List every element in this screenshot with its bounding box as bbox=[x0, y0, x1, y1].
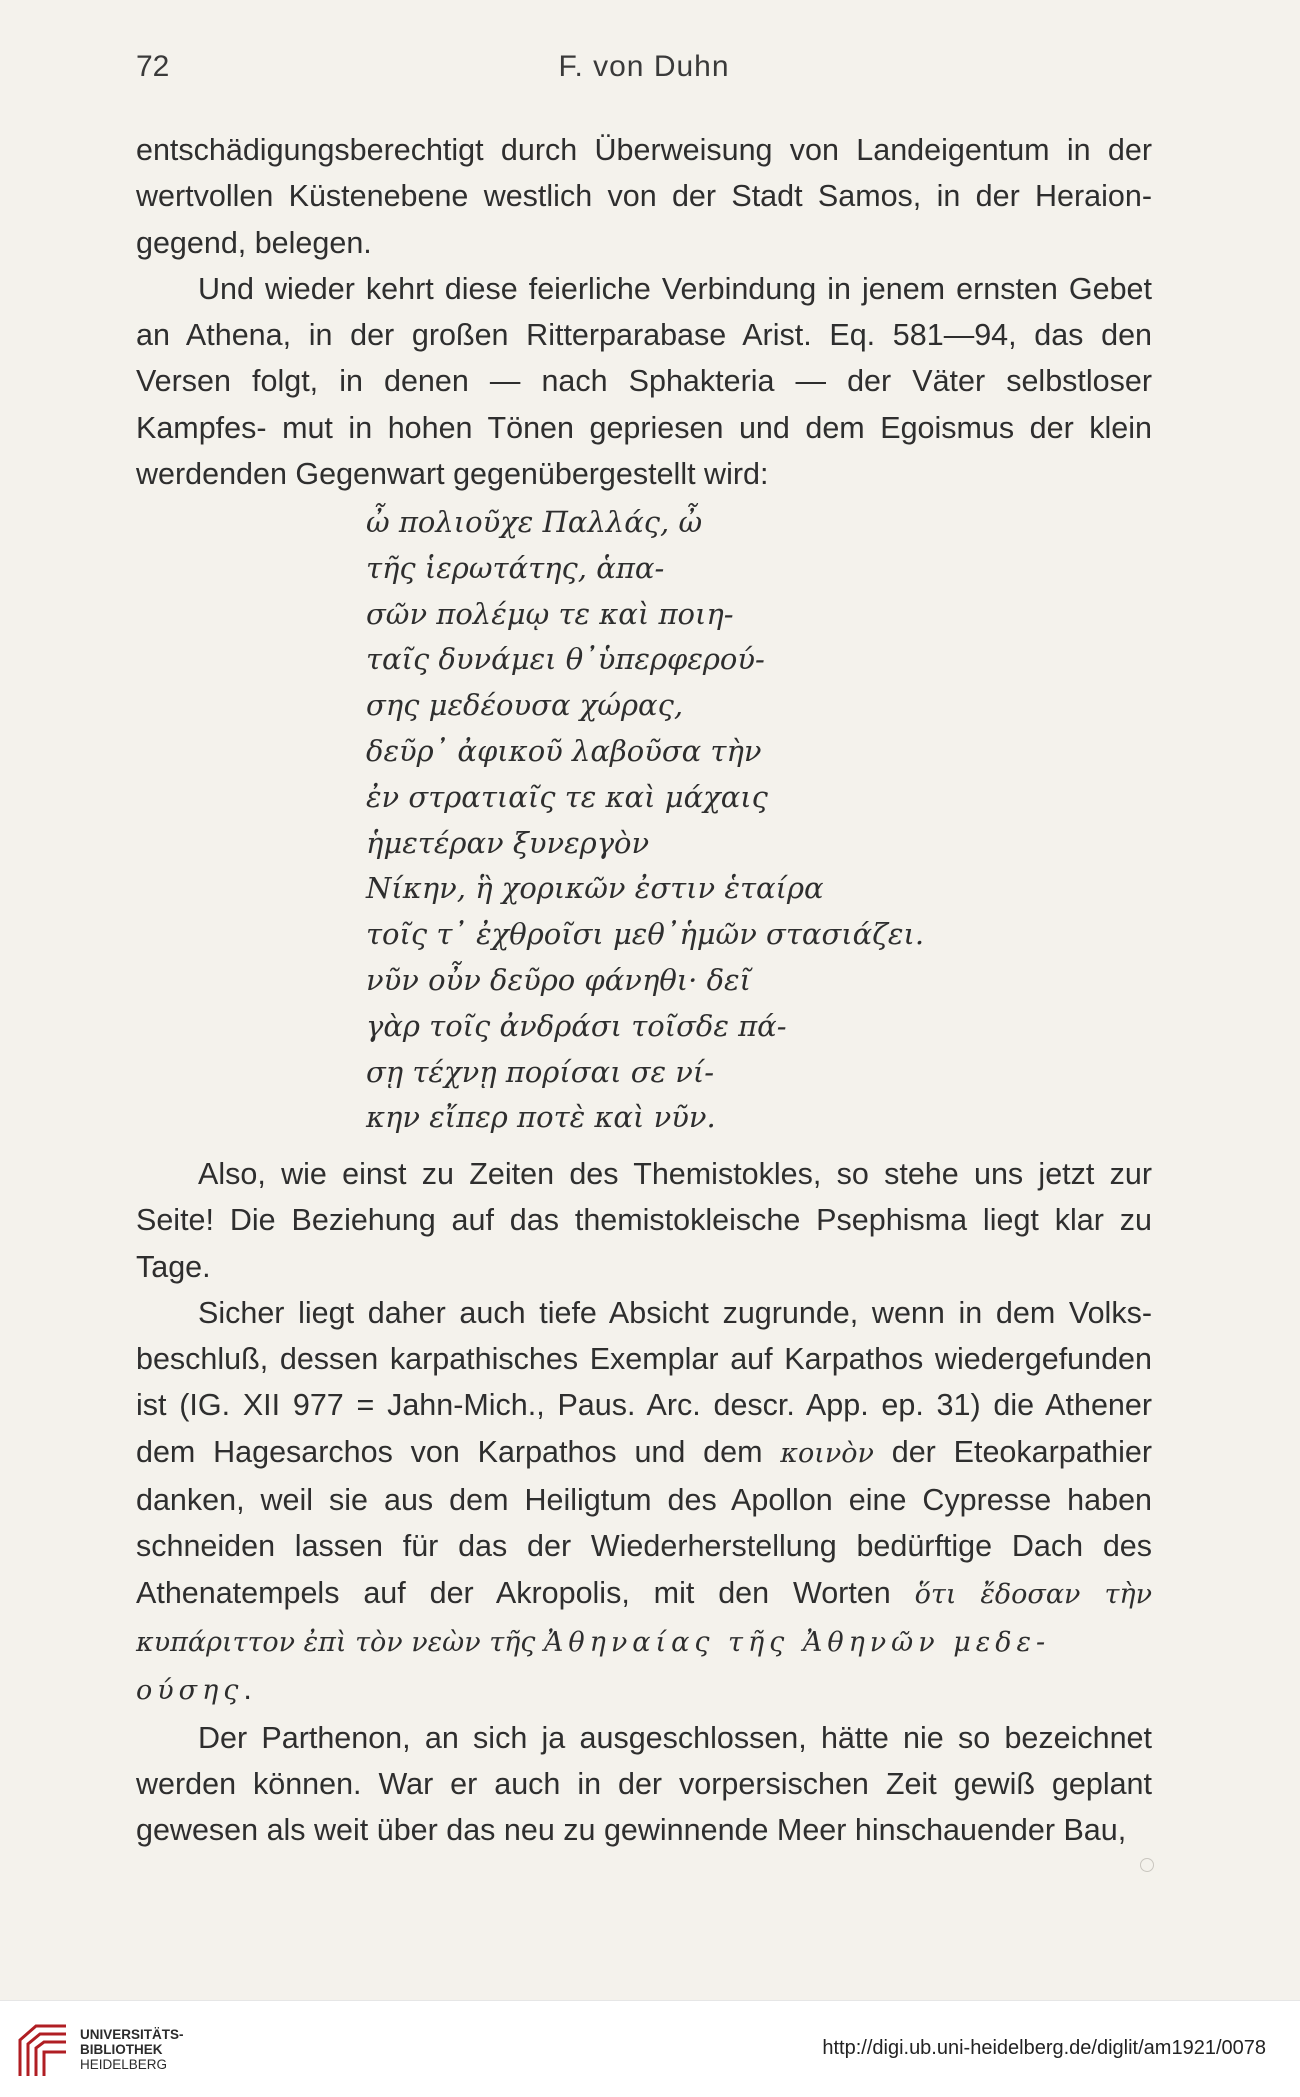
paragraph-3 bbox=[136, 1151, 1152, 1290]
library-logo-icon bbox=[14, 2018, 72, 2078]
text-line: schneiden lassen für das der Wiederherstellung bedürftige Dach des bbox=[136, 1529, 1152, 1564]
verse-line bbox=[366, 637, 986, 683]
verse-line-text: δεῦρ᾽ ἀφικοῦ λαβοῦσα τὴν bbox=[366, 733, 762, 768]
paragraph-2 bbox=[136, 266, 1152, 497]
library-name-line: HEIDELBERG bbox=[80, 2057, 168, 2072]
text-line: ist (IG. XII 977 = Jahn-Mich., Paus. Arc. descr. App. ep. 31) die Athener bbox=[136, 1388, 1152, 1423]
greek-verse-quotation bbox=[366, 500, 986, 1141]
text-line: Und wieder kehrt diese feierliche Verbindung in jenem ernsten Gebet bbox=[198, 271, 1152, 306]
verse-line-text: ὦ πολιοῦχε Παλλάς, ὦ bbox=[366, 505, 703, 539]
library-name bbox=[80, 2027, 184, 2072]
text-line: wertvollen Küstenebene westlich von der Stadt Samos, in der Heraion- bbox=[136, 179, 1152, 214]
greek-word: κοινὸν bbox=[780, 1437, 874, 1469]
verse-line bbox=[366, 729, 986, 775]
text-line: gewesen als weit über das neu zu gewinnende Meer hinschauender Bau, bbox=[136, 1813, 1127, 1848]
text-line: dem Hagesarchos von Karpathos und dem bbox=[136, 1434, 763, 1469]
verse-line bbox=[366, 775, 986, 821]
text-line: mut in hohen Tönen gepriesen und dem Egoismus der klein werdenden bbox=[136, 410, 1152, 492]
paragraph-5 bbox=[136, 1715, 1152, 1854]
verse-line-text: ταῖς δυνάμει θ᾽ὑπερφερού- bbox=[366, 642, 765, 677]
text-line: werden können. War er auch in der vorpersischen Zeit gewiß geplant bbox=[136, 1766, 1152, 1801]
verse-line-text: τῆς ἱερωτάτης, ἁπα- bbox=[366, 550, 665, 585]
verse-line-text: ἡμετέραν ξυνεργὸν bbox=[366, 825, 650, 860]
text-line: Versen folgt, in denen — nach Sphakteria — der Väter selbstloser Kampfes- bbox=[136, 364, 1152, 445]
page-number: 72 bbox=[136, 50, 170, 83]
verse-line-text: γὰρ τοῖς ἀνδράσι τοῖσδε πά- bbox=[366, 1008, 787, 1043]
verse-line-text: κην εἴπερ ποτὲ καὶ νῦν. bbox=[366, 1100, 716, 1135]
verse-line bbox=[366, 500, 986, 546]
greek-quotation: ὅτι ἔδοσαν τὴν bbox=[914, 1578, 1152, 1610]
running-header bbox=[136, 50, 1152, 94]
verse-line bbox=[366, 683, 986, 729]
verse-line-text: νῦν οὖν δεῦρο φάνηθι· δεῖ bbox=[366, 962, 751, 997]
running-title: F. von Duhn bbox=[558, 50, 730, 83]
verse-line-text: σης μεδέουσα χώρας, bbox=[366, 688, 684, 723]
verse-line bbox=[366, 546, 986, 592]
punctuation: . bbox=[243, 1672, 252, 1707]
text-line: Athenatempels auf der Akropolis, mit den Worten bbox=[136, 1575, 891, 1610]
verse-line bbox=[366, 958, 986, 1004]
verse-line-text: σῶν πολέμῳ τε καὶ ποιη- bbox=[366, 596, 734, 631]
text-line: Der Parthenon, an sich ja ausgeschlossen, hätte nie so bezeichnet bbox=[198, 1720, 1152, 1755]
verse-line-text: τοῖς τ᾽ ἐχθροῖσι μεθ᾽ἡμῶν στασιάζει. bbox=[366, 917, 925, 952]
verse-line bbox=[366, 1004, 986, 1050]
greek-quotation-spaced: ούσης bbox=[136, 1675, 244, 1707]
body-text bbox=[136, 127, 1152, 497]
source-url-link[interactable]: http://digi.ub.uni-heidelberg.de/diglit/am1921/0078 bbox=[822, 2037, 1266, 2059]
library-name-line: BIBLIOTHEK bbox=[80, 2042, 163, 2057]
text-line: der Eteokarpathier bbox=[891, 1434, 1153, 1469]
body-text-continued bbox=[136, 1151, 1152, 1853]
library-name-line: UNIVERSITÄTS- bbox=[80, 2027, 184, 2042]
paragraph-1 bbox=[136, 127, 1152, 266]
text-line: entschädigungsberechtigt durch Überweisung von Landeigentum in der bbox=[136, 133, 1152, 167]
greek-quotation-spaced: Ἀθηναίας τῆς Ἀθηνῶν μεδε- bbox=[543, 1626, 1051, 1658]
greek-quotation: κυπάριττον ἐπὶ τὸν νεὼν τῆς bbox=[136, 1626, 536, 1658]
text-line: Die Beziehung auf das themistokleische Psephisma liegt klar zu Tage. bbox=[136, 1203, 1152, 1284]
text-line: beschluß, dessen karpathisches Exemplar auf Karpathos wiedergefunden bbox=[136, 1342, 1152, 1377]
text-line: Gegenwart gegenübergestellt wird: bbox=[295, 457, 769, 492]
text-line: danken, weil sie aus dem Heiligtum des Apollon eine Cypresse haben bbox=[136, 1483, 1152, 1518]
text-line: Also, wie einst zu Zeiten des Themistokles, so stehe uns jetzt zur Seite! bbox=[136, 1157, 1152, 1238]
text-line: gegend, belegen. bbox=[136, 225, 372, 260]
verse-line-text: Νίκην, ἣ χορικῶν ἐστιν ἑταίρα bbox=[366, 871, 824, 906]
verse-line bbox=[366, 1095, 986, 1141]
text-line: Sicher liegt daher auch tiefe Absicht zugrunde, wenn in dem Volks- bbox=[198, 1295, 1152, 1330]
verse-line bbox=[366, 821, 986, 867]
paragraph-4 bbox=[136, 1290, 1152, 1715]
verse-line-text: σῃ τέχνῃ πορίσαι σε νί- bbox=[366, 1054, 715, 1089]
verse-line bbox=[366, 592, 986, 638]
text-line: an Athena, in der großen Ritterparabase Arist. Eq. 581—94, das den bbox=[136, 318, 1152, 353]
footer-bar bbox=[0, 2000, 1300, 2097]
verse-line bbox=[366, 912, 986, 958]
verse-line bbox=[366, 866, 986, 912]
paper-speck bbox=[1140, 1858, 1154, 1872]
verse-line-text: ἐν στρατιαῖς τε καὶ μάχαις bbox=[366, 779, 768, 814]
verse-line bbox=[366, 1050, 986, 1096]
